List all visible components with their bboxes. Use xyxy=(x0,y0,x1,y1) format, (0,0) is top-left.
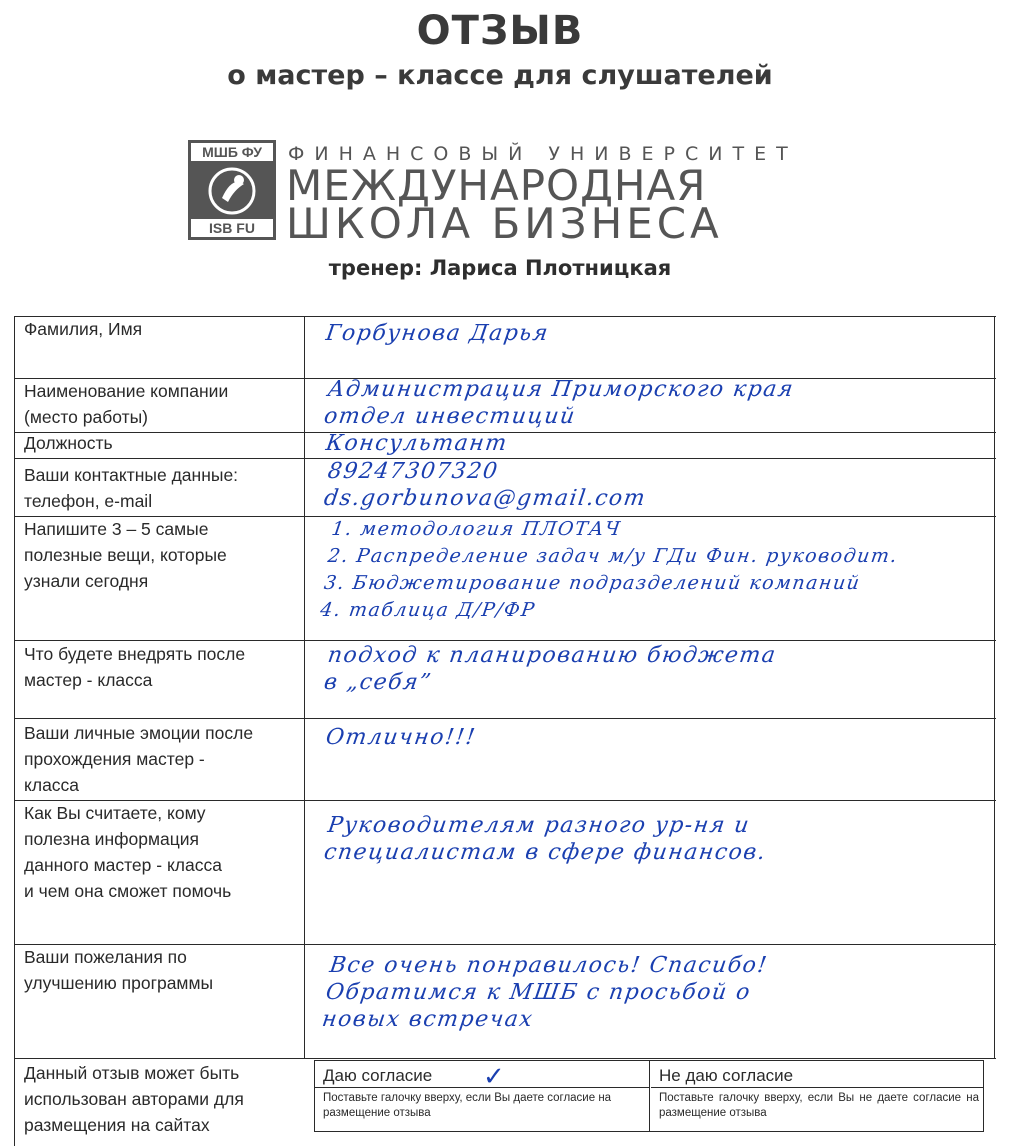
consent-agree-note: Поставьте галочку вверху, если Вы даете согласие на размещение отзыва xyxy=(323,1092,612,1119)
answer-useful-things: 1. методология ПЛОТАЧ 2. Распределение задач м/у ГДи Фин. руководит. 3. Бюджетирование подразделений компаний 4. таблица Д/Р/ФР xyxy=(318,518,900,621)
page-title: ОТЗЫВ xyxy=(416,8,584,54)
page-subtitle: о мастер – классе для слушателей xyxy=(227,60,773,91)
isb-fu-logo xyxy=(188,140,808,240)
feedback-form xyxy=(14,316,996,1146)
answer-contacts: 89247307320 ds.gorbunova@gmail.com xyxy=(322,459,648,511)
consent-agree-title: Даю согласие xyxy=(323,1066,433,1085)
consent-agree-cell[interactable] xyxy=(315,1061,650,1131)
trainer-name: тренер: Лариса Плотницкая xyxy=(328,256,672,280)
logo-line1: ФИНАНСОВЫЙ УНИВЕРСИТЕТ xyxy=(288,143,798,165)
answer-audience: Руководителям разного ур-ня и специалистам в сфере финансов. xyxy=(322,813,769,865)
answer-emotions: Отлично!!! xyxy=(324,725,478,750)
answer-wishes: Все очень понравилось! Спасибо! Обратимся к МШБ с просьбой о новых встречах xyxy=(320,953,770,1032)
label-useful-things: Напишите 3 – 5 самые полезные вещи, которые узнали сегодня xyxy=(24,519,227,591)
logo-badge-top: МШБ ФУ xyxy=(202,144,262,160)
consent-disagree-title: Не даю согласие xyxy=(659,1066,794,1085)
answer-company: Администрация Приморского края отдел инвестиций xyxy=(322,377,796,429)
answer-position: Консультант xyxy=(324,431,510,456)
label-emotions: Ваши личные эмоции после прохождения мастер - класса xyxy=(24,723,254,795)
label-implement: Что будете внедрять после мастер - класса xyxy=(24,644,246,690)
logo-line2: МЕЖДУНАРОДНАЯ xyxy=(286,161,707,210)
label-position: Должность xyxy=(24,433,113,453)
answer-implement: подход к планированию бюджета в „себя” xyxy=(322,643,779,695)
consent-disagree-note: Поставьте галочку вверху, если Вы не даете согласие на размещение отзыва xyxy=(659,1092,979,1119)
label-wishes: Ваши пожелания по улучшению программы xyxy=(24,947,214,993)
form-rule xyxy=(304,316,305,1058)
label-contacts: Ваши контактные данные: телефон, e-mail xyxy=(24,465,239,511)
form-rule xyxy=(14,718,996,719)
label-audience: Как Вы считаете, кому полезна информация данного мастер - класса и чем она сможет помочь xyxy=(24,803,232,901)
logo-badge-bottom: ISB FU xyxy=(209,220,255,236)
form-rule xyxy=(14,316,15,1146)
label-consent: Данный отзыв может быть использован авторами для размещения на сайтах xyxy=(24,1063,244,1135)
consent-box xyxy=(314,1060,984,1132)
checkmark-icon: ✓ xyxy=(483,1061,505,1091)
label-company: Наименование компании (место работы) xyxy=(24,381,229,427)
label-name: Фамилия, Имя xyxy=(24,319,143,339)
form-rule xyxy=(14,1058,996,1059)
consent-disagree-cell[interactable] xyxy=(651,1061,983,1131)
logo-line3: ШКОЛА БИЗНЕСА xyxy=(286,199,723,240)
answer-name: Горбунова Дарья xyxy=(324,321,551,346)
